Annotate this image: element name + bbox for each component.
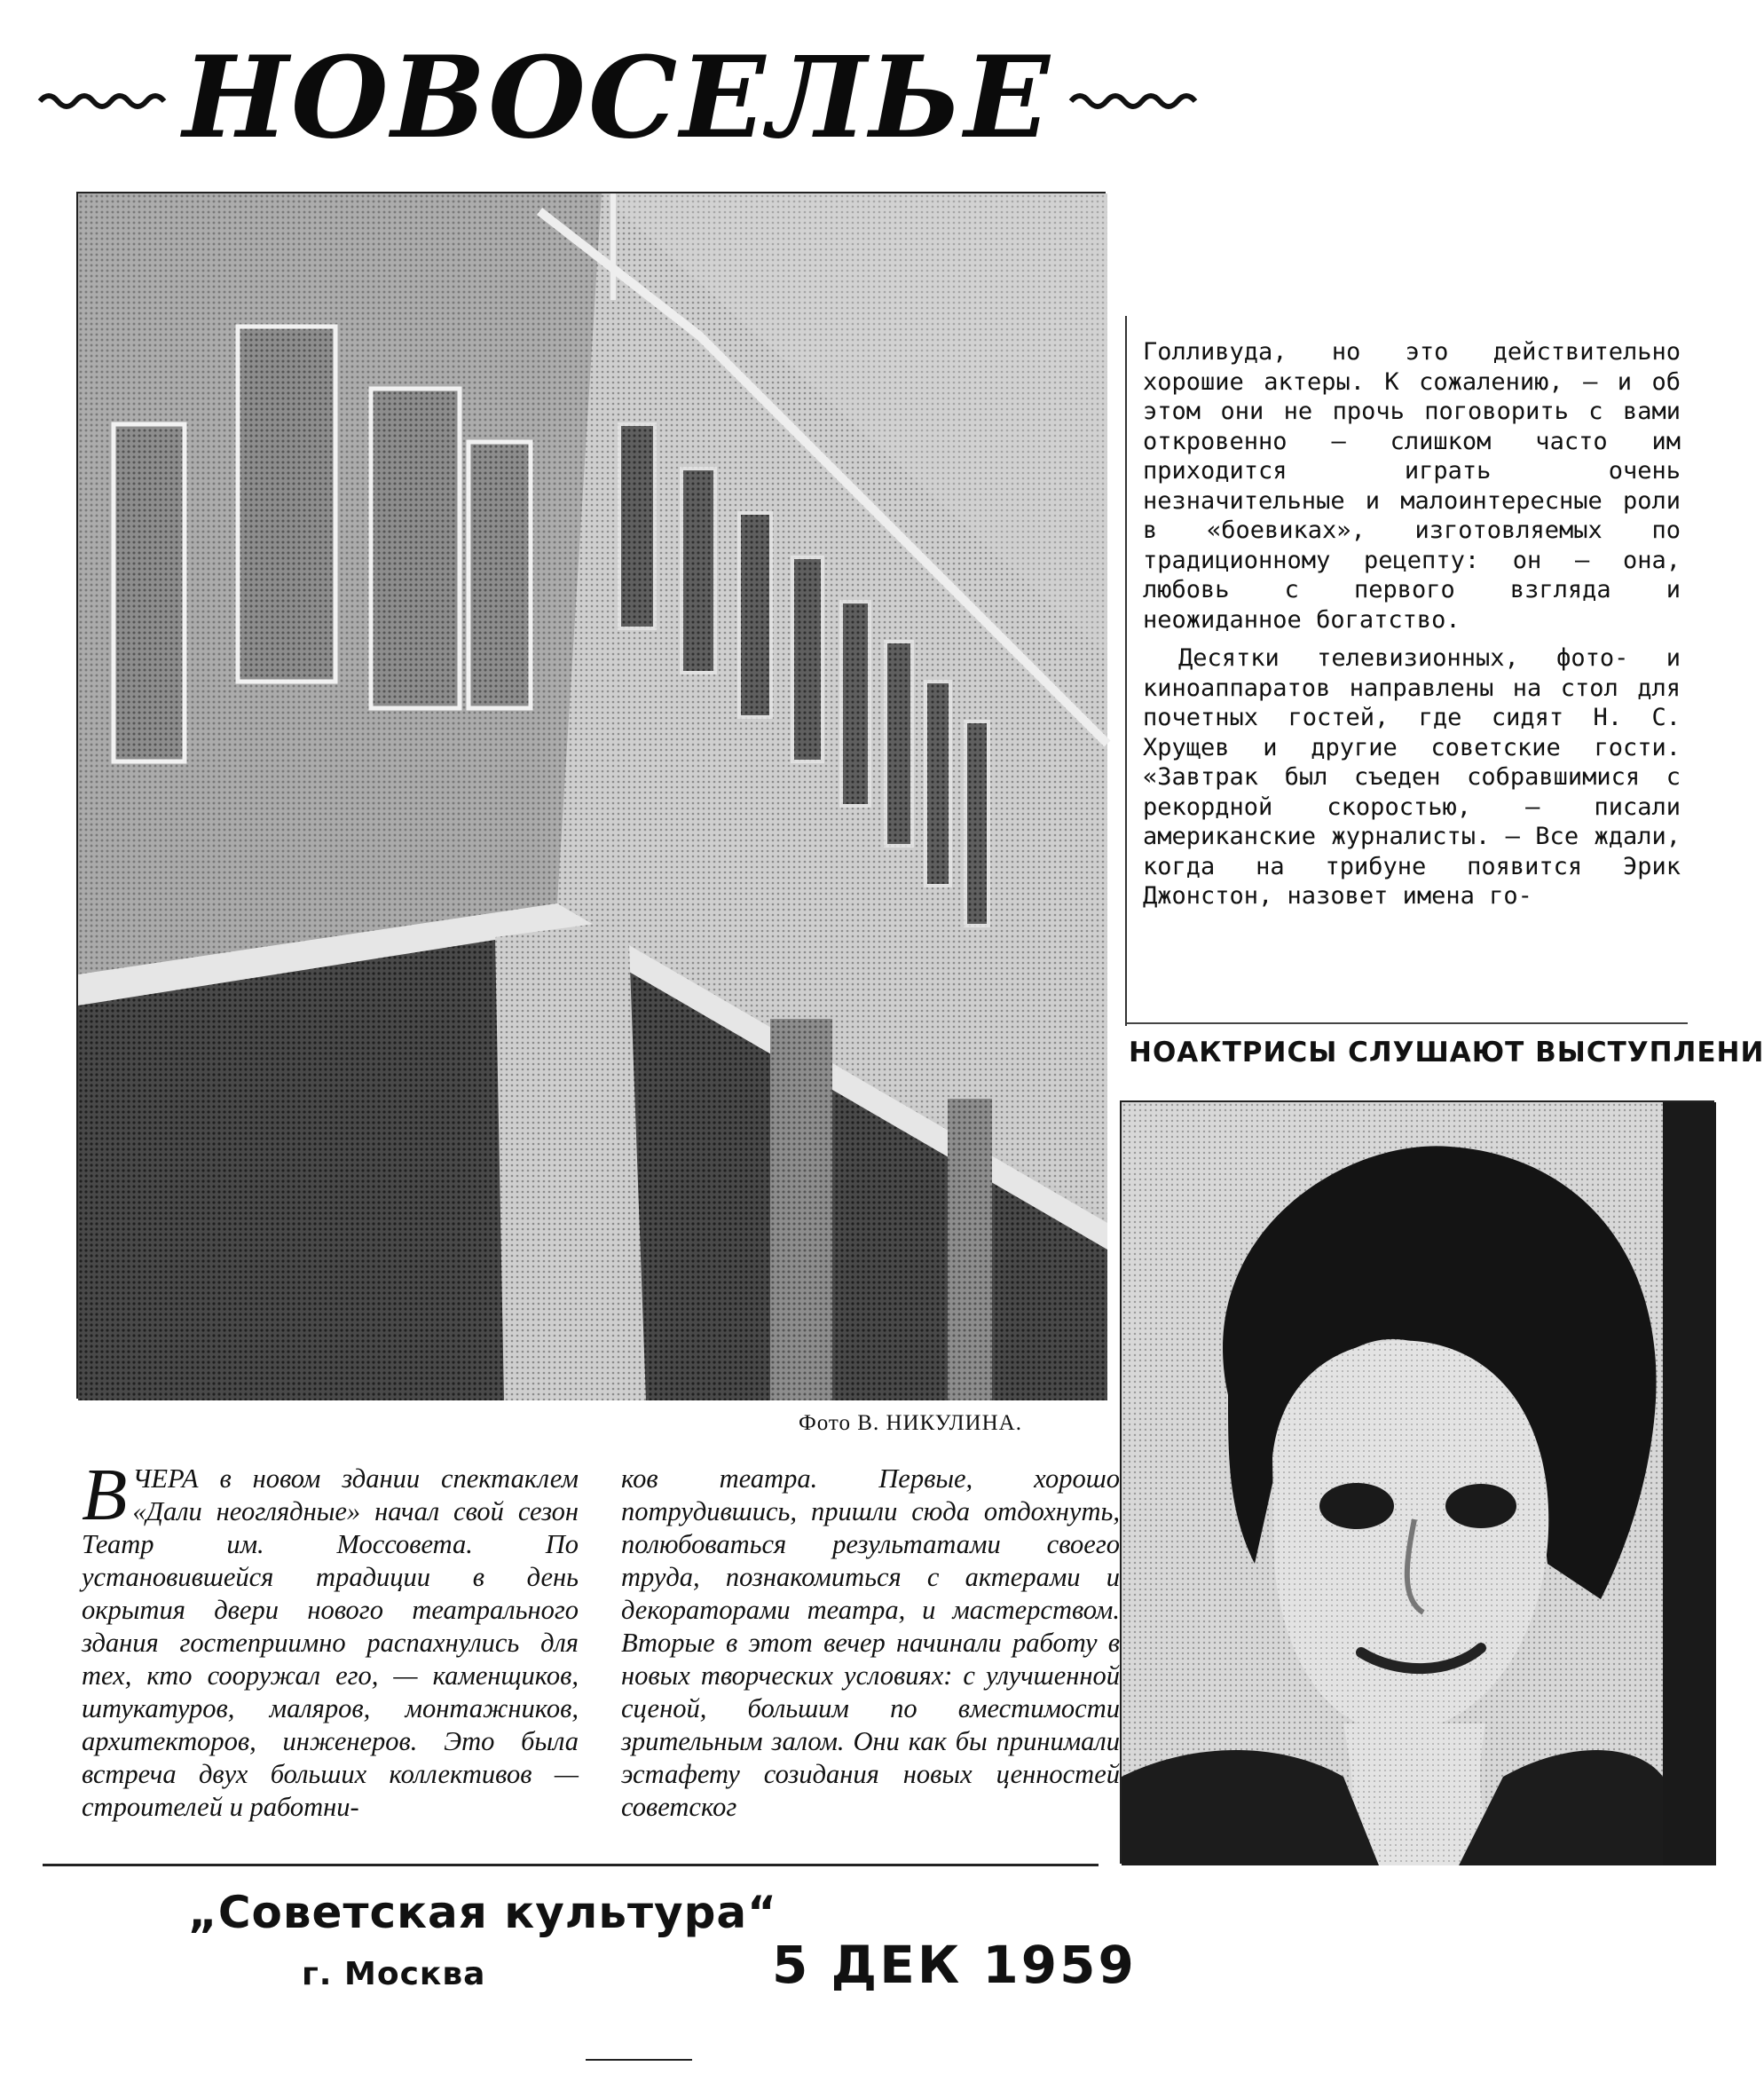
right-column-article — [1143, 337, 1681, 920]
wave-ornament-right-icon — [1067, 80, 1200, 115]
footer-rule — [586, 2059, 692, 2061]
column-divider — [1125, 316, 1127, 1026]
article-column-2: ков театра. Первые, хорошо потрудившись, пришли сюда отдохнуть, полюбоваться результатами своего труда, познакомиться с актерами и декораторами театра, и мастерством. Вторые в этот вечер начинали работу в новых творческих условиях: с улучшенной сценой, большим по вместимости зрительным залом. Они как бы принимали эстафету созидания новых ценностей советског — [621, 1463, 1120, 1822]
actress-portrait-image — [1122, 1102, 1716, 1865]
portrait-photo — [1120, 1100, 1714, 1864]
building-photo — [76, 192, 1106, 1399]
article-column-1 — [82, 1454, 579, 1824]
scan-edge-line — [43, 1864, 1099, 1866]
date-stamp: 5 ДЕК 1959 — [772, 1935, 1137, 1995]
article-column-1-text: ЧЕРА в новом здании спектаклем «Дали неоглядные» начал свой сезон Театр им. Моссовета. По установившейся традиции в день окрытия двери нового театрального здания гостеприимно распахнулись для тех, кто сооружал его, — каменщиков, штукатуров, маляров, монтажников, архитекторов, инженеров. Это была встреча двух больших коллективов — строителей и работни- — [82, 1463, 579, 1822]
photo-credit: Фото В. НИКУЛИНА. — [799, 1411, 1022, 1435]
right-paragraph-2: Десятки телевизионных, фото- и киноаппаратов направлены на стол для почетных гостей, где сидят Н. С. Хрущев и другие советские гости. «Завтрак был съеден собравшимися с рекордной скоростью, — писали американские журналисты. — Все ждали, когда на трибуне появится Эрик Джонстон, назовет имена го- — [1143, 644, 1681, 910]
right-paragraph-1: Голливуда, но это действительно хорошие актеры. К сожалению, — и об этом они не прочь поговорить с вами откровенно — слишком часто им приходится играть очень незначительные и малоинтересные роли в «боевиках», изготовляемых по традиционному рецепту: он — она, любовь с первого взгляда и неожиданное богатство. — [1143, 338, 1681, 634]
newspaper-source: „Советская культура“ — [188, 1887, 777, 1938]
wave-ornament-left-icon — [35, 80, 169, 115]
article-dropcap: В — [82, 1454, 128, 1536]
column-rule — [1127, 1022, 1688, 1024]
theatre-building-image — [78, 193, 1107, 1400]
headline — [35, 32, 1136, 163]
portrait-caption: НОАКТРИСЫ СЛУШАЮТ ВЫСТУПЛЕНИ — [1129, 1037, 1764, 1069]
headline-title: НОВОСЕЛЬЕ — [183, 32, 1052, 163]
newspaper-city: г. Москва — [302, 1956, 486, 1992]
